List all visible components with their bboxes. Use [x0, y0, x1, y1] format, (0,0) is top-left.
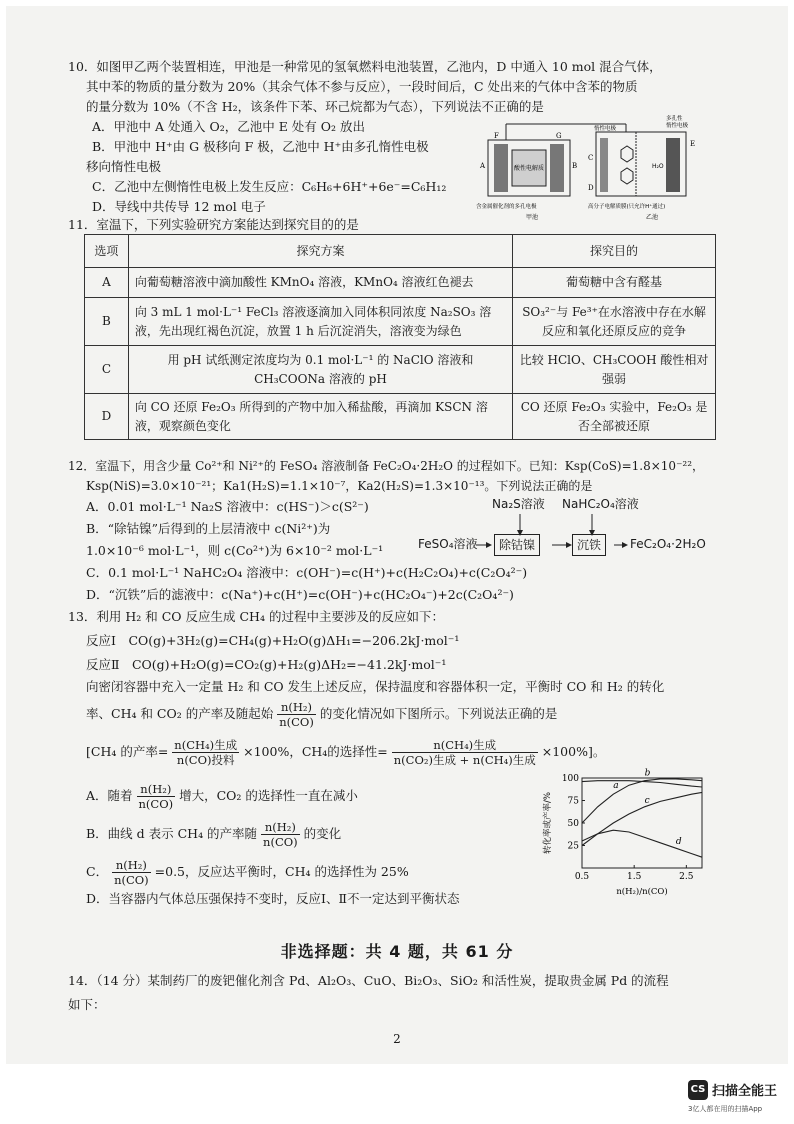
y-axis-label: 转化率或产率/% — [543, 792, 553, 854]
series-label: c — [644, 795, 650, 806]
header-plan: 探究方案 — [128, 235, 512, 268]
porous-electrode-label-2: 惰性电极 — [666, 123, 689, 129]
ratio-den: n(CO) — [279, 715, 314, 729]
ratio-fraction — [277, 700, 316, 729]
def-selectivity-label: ×100%，CH₄的选择性= — [243, 744, 388, 759]
water-label: H₂O — [652, 163, 664, 170]
electrochem-apparatus-figure — [476, 110, 706, 222]
table-row — [85, 298, 716, 346]
yield-fraction — [172, 738, 239, 767]
yield-den: n(CO)投料 — [176, 753, 235, 767]
q11-stem: 11．室温下，下列实验研究方案能达到探究目的的是 — [68, 217, 359, 232]
membrane-label: 酸性电解质 — [513, 165, 545, 172]
series-line-b — [582, 781, 702, 787]
q12-option-d: D．“沉铁”后的滤液中：c(Na⁺)+c(H⁺)=c(OH⁻)+c(HC₂O₄⁻)+2c(C₂O₄²⁻) — [86, 587, 514, 602]
q13-para2-start: 率、CH₄ 和 CO₂ 的产率及随起始 — [86, 706, 274, 721]
def-yield-label: [CH₄ 的产率= — [86, 744, 169, 759]
conversion-yield-chart — [530, 768, 714, 908]
x-tick-label: 2.5 — [679, 872, 694, 882]
q13-option-a — [86, 782, 358, 811]
row-goal: SO₃²⁻与 Fe³⁺在水溶液中存在水解反应和氧化还原反应的竞争 — [513, 298, 716, 346]
right-caption: 高分子电解质膜(只允许H⁺通过) — [588, 204, 666, 210]
section-heading: 非选择题：共 4 题，共 61 分 — [280, 942, 514, 961]
ratio-num: n(H₂) — [137, 782, 176, 797]
q13-para2-end: 的变化情况如下图所示。下列说法正确的是 — [319, 706, 558, 721]
ratio-num: n(H₂) — [261, 820, 300, 835]
q13-a-end: 增大，CO₂ 的选择性一直在减小 — [179, 788, 358, 803]
camscanner-tagline: 3亿人都在用的扫描App — [688, 1105, 763, 1113]
series-line-c — [582, 792, 702, 848]
fig-label-a: A — [480, 162, 486, 170]
row-option: A — [85, 268, 129, 298]
left-caption: 含金属催化剂的多孔电极 — [476, 204, 537, 210]
fig-label-c: C — [588, 154, 594, 162]
ratio-num: n(H₂) — [112, 858, 151, 873]
q13-option-c — [86, 858, 409, 887]
q13-stem: 13．利用 H₂ 和 CO 反应生成 CH₄ 的过程中主要涉及的反应如下： — [68, 609, 444, 624]
y-tick-label: 50 — [567, 819, 579, 829]
table-row — [85, 394, 716, 440]
porous-electrode-label-1: 多孔性 — [666, 116, 683, 122]
header-goal: 探究目的 — [513, 235, 716, 268]
q13-b-end: 的变化 — [303, 826, 342, 841]
y-tick-label: 25 — [567, 841, 579, 852]
fig-label-e: E — [690, 140, 696, 148]
flow-step-remove-co-ni: 除钴镍 — [494, 534, 540, 556]
q12-option-c: C．0.1 mol·L⁻¹ NaHC₂O₄ 溶液中：c(OH⁻)=c(H⁺)+c(H₂C₂O₄)+c(C₂O₄²⁻) — [86, 565, 528, 580]
table-header-row — [85, 235, 716, 268]
flow-start: FeSO₄溶液 — [418, 537, 478, 551]
q13-c-start: C． — [86, 864, 109, 879]
row-option: D — [85, 394, 129, 440]
series-line-d — [582, 830, 702, 857]
inert-electrode-label: 惰性电极 — [594, 126, 617, 132]
table-row — [85, 346, 716, 394]
experiment-table — [84, 234, 716, 440]
cell-yi-label: 乙池 — [646, 214, 659, 221]
q13-definitions — [86, 738, 605, 767]
row-option: C — [85, 346, 129, 394]
q13-b-start: B．曲线 d 表示 CH₄ 的产率随 — [86, 826, 258, 841]
def-end: ×100%]。 — [541, 744, 606, 759]
camscanner-brand: 扫描全能王 — [712, 1084, 778, 1099]
q13-reaction-2: 反应Ⅱ CO(g)+H₂O(g)=CO₂(g)+H₂(g)ΔH₂=−41.2kJ·mol⁻¹ — [86, 657, 447, 672]
q10-line1: 10．如图甲乙两个装置相连，甲池是一种常见的氢氧燃料电池装置，乙池内，D 中通入 10 mol 混合气体， — [68, 59, 662, 74]
q10-line2: 其中苯的物质的量分数为 20%（其余气体不参与反应），一段时间后，C 处出来的气体中含苯的物质 — [86, 79, 638, 94]
q13-a-start: A．随着 — [86, 788, 133, 803]
flow-product: FeC₂O₄·2H₂O — [630, 537, 706, 551]
page-number: 2 — [393, 1032, 401, 1046]
row-plan: 向葡萄糖溶液中滴加酸性 KMnO₄ 溶液，KMnO₄ 溶液红色褪去 — [128, 268, 512, 298]
cell-jia-label: 甲池 — [526, 214, 539, 221]
y-tick-label: 100 — [561, 774, 579, 784]
row-goal: 比较 HClO、CH₃COOH 酸性相对强弱 — [513, 346, 716, 394]
fig-label-f: F — [494, 132, 499, 140]
flow-reagent-na2s: Na₂S溶液 — [492, 497, 545, 511]
x-axis-label: n(H₂)/n(CO) — [616, 887, 668, 897]
ratio-num: n(H₂) — [277, 700, 316, 715]
q13-option-b — [86, 820, 341, 849]
header-option: 选项 — [85, 235, 129, 268]
q10-option-d: D．导线中共传导 12 mol 电子 — [92, 199, 266, 214]
ratio-fraction — [112, 858, 151, 887]
row-goal: CO 还原 Fe₂O₃ 实验中，Fe₂O₃ 是否全部被还原 — [513, 394, 716, 440]
q10-option-c: C．乙池中左侧惰性电极上发生反应：C₆H₆+6H⁺+6e⁻=C₆H₁₂ — [92, 179, 447, 194]
camscanner-logo: CS — [688, 1080, 708, 1100]
row-plan: 向 3 mL 1 mol·L⁻¹ FeCl₃ 溶液逐滴加入同体积同浓度 Na₂SO₃ 溶液，先出现红褐色沉淀，放置 1 h 后沉淀消失，溶液变为绿色 — [128, 298, 512, 346]
row-plan: 用 pH 试纸测定浓度均为 0.1 mol·L⁻¹ 的 NaClO 溶液和 CH₃COONa 溶液的 pH — [128, 346, 512, 394]
table-row — [85, 268, 716, 298]
row-option: B — [85, 298, 129, 346]
q13-para2 — [86, 700, 557, 729]
series-label: b — [644, 768, 651, 779]
exam-page — [6, 6, 788, 1064]
q13-option-d: D．当容器内气体总压强保持不变时，反应Ⅰ、Ⅱ不一定达到平衡状态 — [86, 891, 460, 906]
ratio-fraction — [137, 782, 176, 811]
series-label: d — [675, 837, 682, 848]
ratio-den: n(CO) — [114, 873, 149, 887]
q10-option-a: A．甲池中 A 处通入 O₂，乙池中 E 处有 O₂ 放出 — [92, 119, 366, 134]
row-goal: 葡萄糖中含有醛基 — [513, 268, 716, 298]
flow-reagent-nahc2o4: NaHC₂O₄溶液 — [562, 497, 639, 511]
fig-label-b: B — [572, 162, 578, 170]
q10-line3: 的量分数为 10%（不含 H₂，该条件下苯、环己烷都为气态），下列说法不正确的是 — [86, 99, 544, 114]
ratio-den: n(CO) — [138, 797, 174, 811]
selectivity-fraction — [392, 738, 538, 767]
ratio-fraction — [261, 820, 300, 849]
q12-option-a: A．0.01 mol·L⁻¹ Na₂S 溶液中：c(HS⁻)＞c(S²⁻) — [86, 499, 369, 514]
y-tick-label: 75 — [567, 796, 579, 807]
plot-frame — [582, 778, 702, 868]
q10-option-b-line1: B．甲池中 H⁺由 G 极移向 F 极，乙池中 H⁺由多孔惰性电极 — [92, 139, 429, 154]
x-tick-label: 0.5 — [574, 872, 590, 882]
yield-num: n(CH₄)生成 — [174, 738, 238, 752]
q10-option-b-line2: 移向惰性电极 — [86, 159, 162, 174]
flow-step-precipitate-fe: 沉铁 — [572, 534, 606, 556]
q14-line2: 如下： — [68, 997, 106, 1012]
q13-para1: 向密闭容器中充入一定量 H₂ 和 CO 发生上述反应，保持温度和容器体积一定，平衡时 CO 和 H₂ 的转化 — [86, 679, 665, 694]
selectivity-num: n(CH₄)生成 — [392, 738, 538, 753]
q14-line1: 14．（14 分）某制药厂的废钯催化剂含 Pd、Al₂O₃、CuO、Bi₂O₃、SiO₂ 和活性炭，提取贵金属 Pd 的流程 — [68, 973, 669, 988]
q13-reaction-1: 反应Ⅰ CO(g)+3H₂(g)=CH₄(g)+H₂O(g)ΔH₁=−206.2kJ·mol⁻¹ — [86, 633, 460, 648]
x-tick-label: 1.5 — [627, 872, 642, 882]
series-label: a — [613, 781, 619, 792]
selectivity-den: n(CO₂)生成 + n(CH₄)生成 — [393, 753, 536, 767]
fig-label-d: D — [588, 184, 594, 192]
q12-option-b-line1: B．“除钴镍”后得到的上层清液中 c(Ni²⁺)为 — [86, 521, 331, 536]
fig-label-g: G — [556, 132, 562, 140]
row-plan: 向 CO 还原 Fe₂O₃ 所得到的产物中加入稀盐酸，再滴加 KSCN 溶液，观察颜色变化 — [128, 394, 512, 440]
q13-c-end: =0.5，反应达平衡时，CH₄ 的选择性为 25% — [154, 864, 409, 879]
q12-option-b-line2: 1.0×10⁻⁶ mol·L⁻¹，则 c(Co²⁺)为 6×10⁻² mol·L⁻¹ — [86, 543, 384, 558]
q12-line2: Ksp(NiS)=3.0×10⁻²¹；Ka1(H₂S)=1.1×10⁻⁷，Ka2(H₂S)=1.3×10⁻¹³。下列说法正确的是 — [86, 479, 593, 493]
q12-line1: 12．室温下，用含少量 Co²⁺和 Ni²⁺的 FeSO₄ 溶液制备 FeC₂O₄·2H₂O 的过程如下。已知：Ksp(CoS)=1.8×10⁻²²， — [68, 459, 705, 473]
ratio-den: n(CO) — [263, 835, 298, 849]
